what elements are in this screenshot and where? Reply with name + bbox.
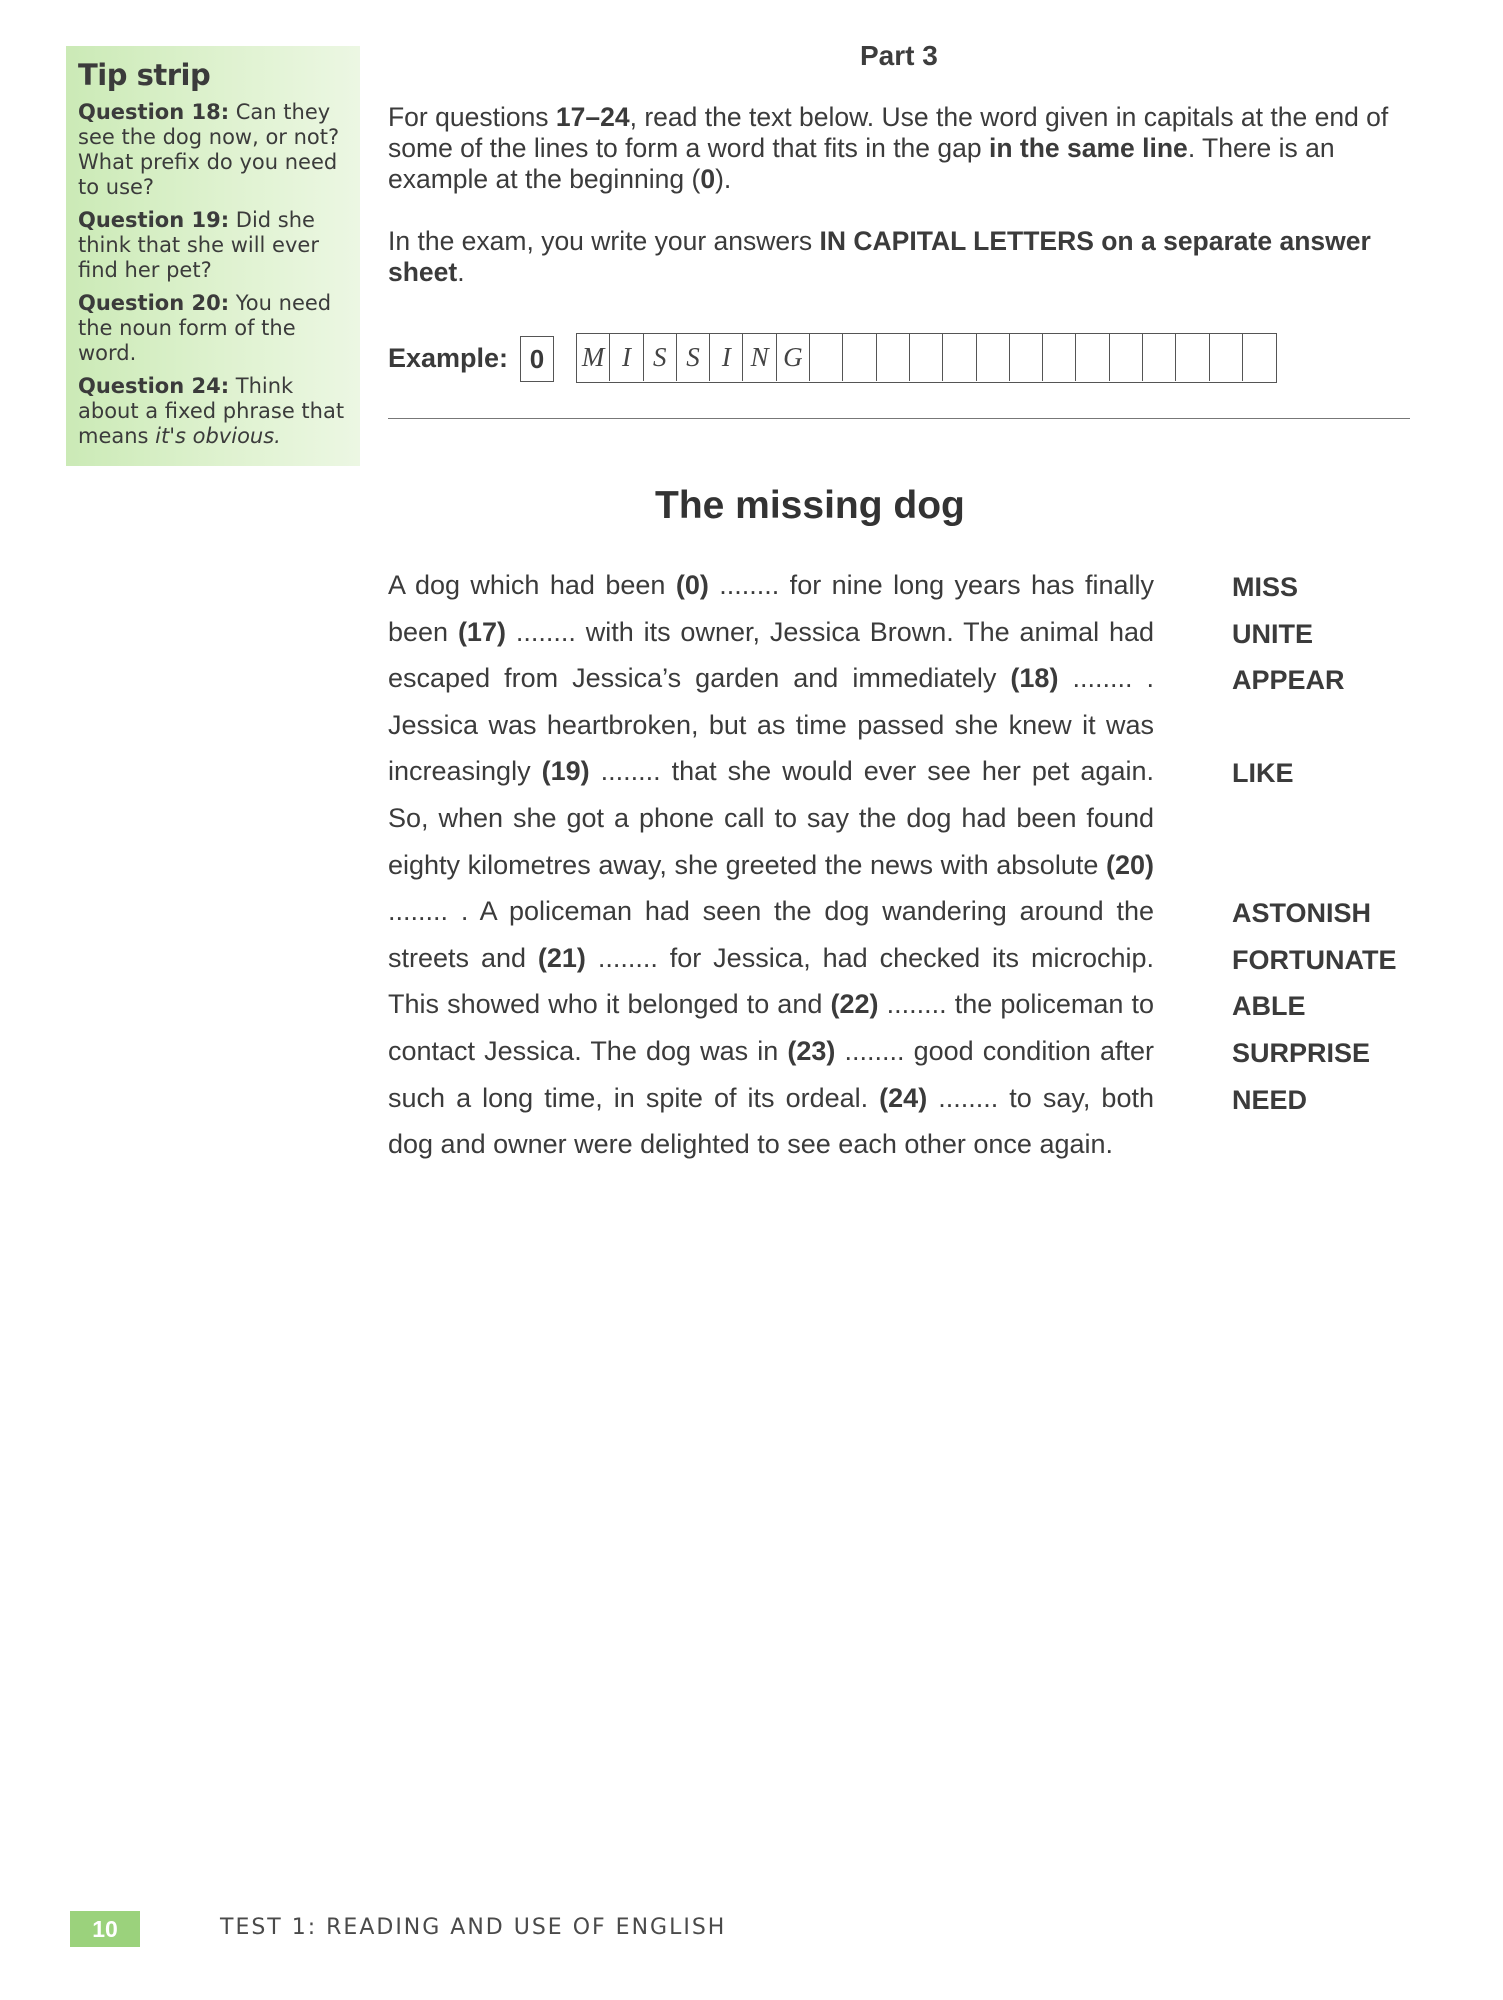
instruction-segment: . There is an example at the beginning ( (388, 133, 1335, 194)
tip-item-label: Question 18: (78, 100, 230, 124)
passage-text (388, 562, 1154, 1168)
answer-letter-box: I (710, 334, 743, 381)
instructions-paragraph-1 (388, 102, 1408, 195)
gap-number: (18) (1010, 663, 1059, 694)
answer-letter-box (910, 334, 943, 381)
keyword: LIKE (1232, 758, 1294, 789)
gap-number: (21) (537, 942, 586, 973)
keyword: APPEAR (1232, 665, 1345, 696)
keyword: ASTONISH (1232, 898, 1372, 929)
divider-line (388, 418, 1410, 419)
answer-letter-box (1143, 334, 1176, 381)
instruction-segment: In the exam, you write your answers (388, 226, 820, 256)
gap-number: (0) (675, 570, 709, 600)
tip-item-text: Think about a fixed phrase that means (78, 374, 345, 448)
tip-item-text: Did she think that she will ever find her pet? (78, 208, 319, 282)
answer-letter-box: G (777, 334, 810, 381)
tip-strip-heading: Tip strip (78, 58, 211, 92)
passage-segment: ........ . A policeman had seen the dog wandering around the streets and (388, 896, 1154, 973)
gap-number: (19) (541, 756, 590, 787)
keyword: ABLE (1232, 991, 1306, 1022)
gap-number: (17) (457, 616, 506, 647)
tip-item (78, 291, 350, 366)
example-number-box: 0 (520, 336, 554, 382)
passage-title: The missing dog (655, 484, 965, 527)
keyword: NEED (1232, 1084, 1308, 1115)
answer-letter-box (1010, 334, 1043, 381)
gap-number: (22) (830, 989, 879, 1020)
gap-number: (20) (1105, 849, 1154, 880)
passage-segment: ........ . Jessica was heartbroken, but as time passed she knew it was increasingly (388, 663, 1154, 787)
tip-item-label: Question 24: (78, 374, 230, 398)
tip-item (78, 100, 350, 200)
part-label: Part 3 (860, 40, 938, 71)
tip-item (78, 374, 350, 449)
passage-segment: ........ the policeman to contact Jessica. The dog was in (388, 989, 1155, 1066)
page-number: 10 (70, 1911, 140, 1947)
keyword: FORTUNATE (1232, 944, 1397, 975)
instruction-segment: 17–24 (555, 102, 630, 132)
tip-item-label: Question 19: (78, 208, 230, 232)
answer-letter-box (877, 334, 910, 381)
answer-letter-box: S (644, 334, 677, 381)
instruction-segment: in the same line (988, 133, 1188, 163)
keyword: MISS (1232, 572, 1299, 602)
instruction-segment: For questions (388, 102, 556, 132)
gap-number: (23) (787, 1035, 836, 1066)
answer-letter-box (810, 334, 843, 381)
answer-letter-box: I (610, 334, 643, 381)
instructions-paragraph-2 (388, 226, 1408, 288)
instruction-segment: 0 (700, 164, 716, 194)
passage-segment: ........ for Jessica, had checked its microchip. This showed who it belonged to and (388, 942, 1154, 1020)
tip-item (78, 208, 350, 283)
passage-segment: ........ with its owner, Jessica Brown. The animal had escaped from Jessica’s garden and immediately (388, 616, 1154, 694)
gap-number: (24) (879, 1082, 928, 1113)
answer-letter-box (1110, 334, 1143, 381)
answer-letter-box (977, 334, 1010, 381)
instruction-segment: IN CAPITAL LETTERS on a separate answer sheet (388, 226, 1371, 287)
keyword: UNITE (1232, 618, 1313, 649)
passage-segment: ........ for nine long years has finally been (388, 570, 1154, 647)
example-answer-boxes (576, 333, 1277, 383)
answer-letter-box: N (743, 334, 776, 381)
answer-letter-box (1243, 334, 1276, 381)
tip-strip (66, 46, 360, 466)
instruction-segment: . (457, 257, 465, 287)
answer-letter-box (1076, 334, 1109, 381)
answer-letter-box (843, 334, 876, 381)
example-label: Example: (388, 343, 509, 373)
passage-segment: A dog which had been (388, 570, 676, 600)
passage-segment: ........ to say, both dog and owner were delighted to see each other once again. (388, 1082, 1154, 1160)
answer-letter-box (1176, 334, 1209, 381)
tip-item-text: You need the noun form of the word. (78, 291, 332, 365)
answer-letter-box: M (577, 334, 610, 381)
passage-segment: ........ that she would ever see her pet again. So, when she got a phone call to say the dog had been found eighty kilometres away, she greeted the news with absolute (388, 756, 1154, 880)
answer-letter-box: S (677, 334, 710, 381)
answer-letter-box (1043, 334, 1076, 381)
footer-text: TEST 1: READING AND USE OF ENGLISH (220, 1915, 727, 1940)
tip-item-italic: it's obvious. (155, 424, 281, 448)
instruction-segment: ). (715, 164, 732, 194)
tip-item-text: Can they see the dog now, or not? What prefix do you need to use? (78, 100, 340, 199)
keyword: SURPRISE (1232, 1038, 1371, 1068)
tip-strip-items (78, 100, 350, 449)
instruction-segment: , read the text below. Use the word given in capitals at the end of some of the lines to form a word that fits in the gap (388, 102, 1389, 163)
answer-letter-box (943, 334, 976, 381)
passage-segment: ........ good condition after such a long time, in spite of its ordeal. (388, 1035, 1154, 1113)
answer-letter-box (1210, 334, 1243, 381)
tip-item-label: Question 20: (78, 291, 230, 315)
